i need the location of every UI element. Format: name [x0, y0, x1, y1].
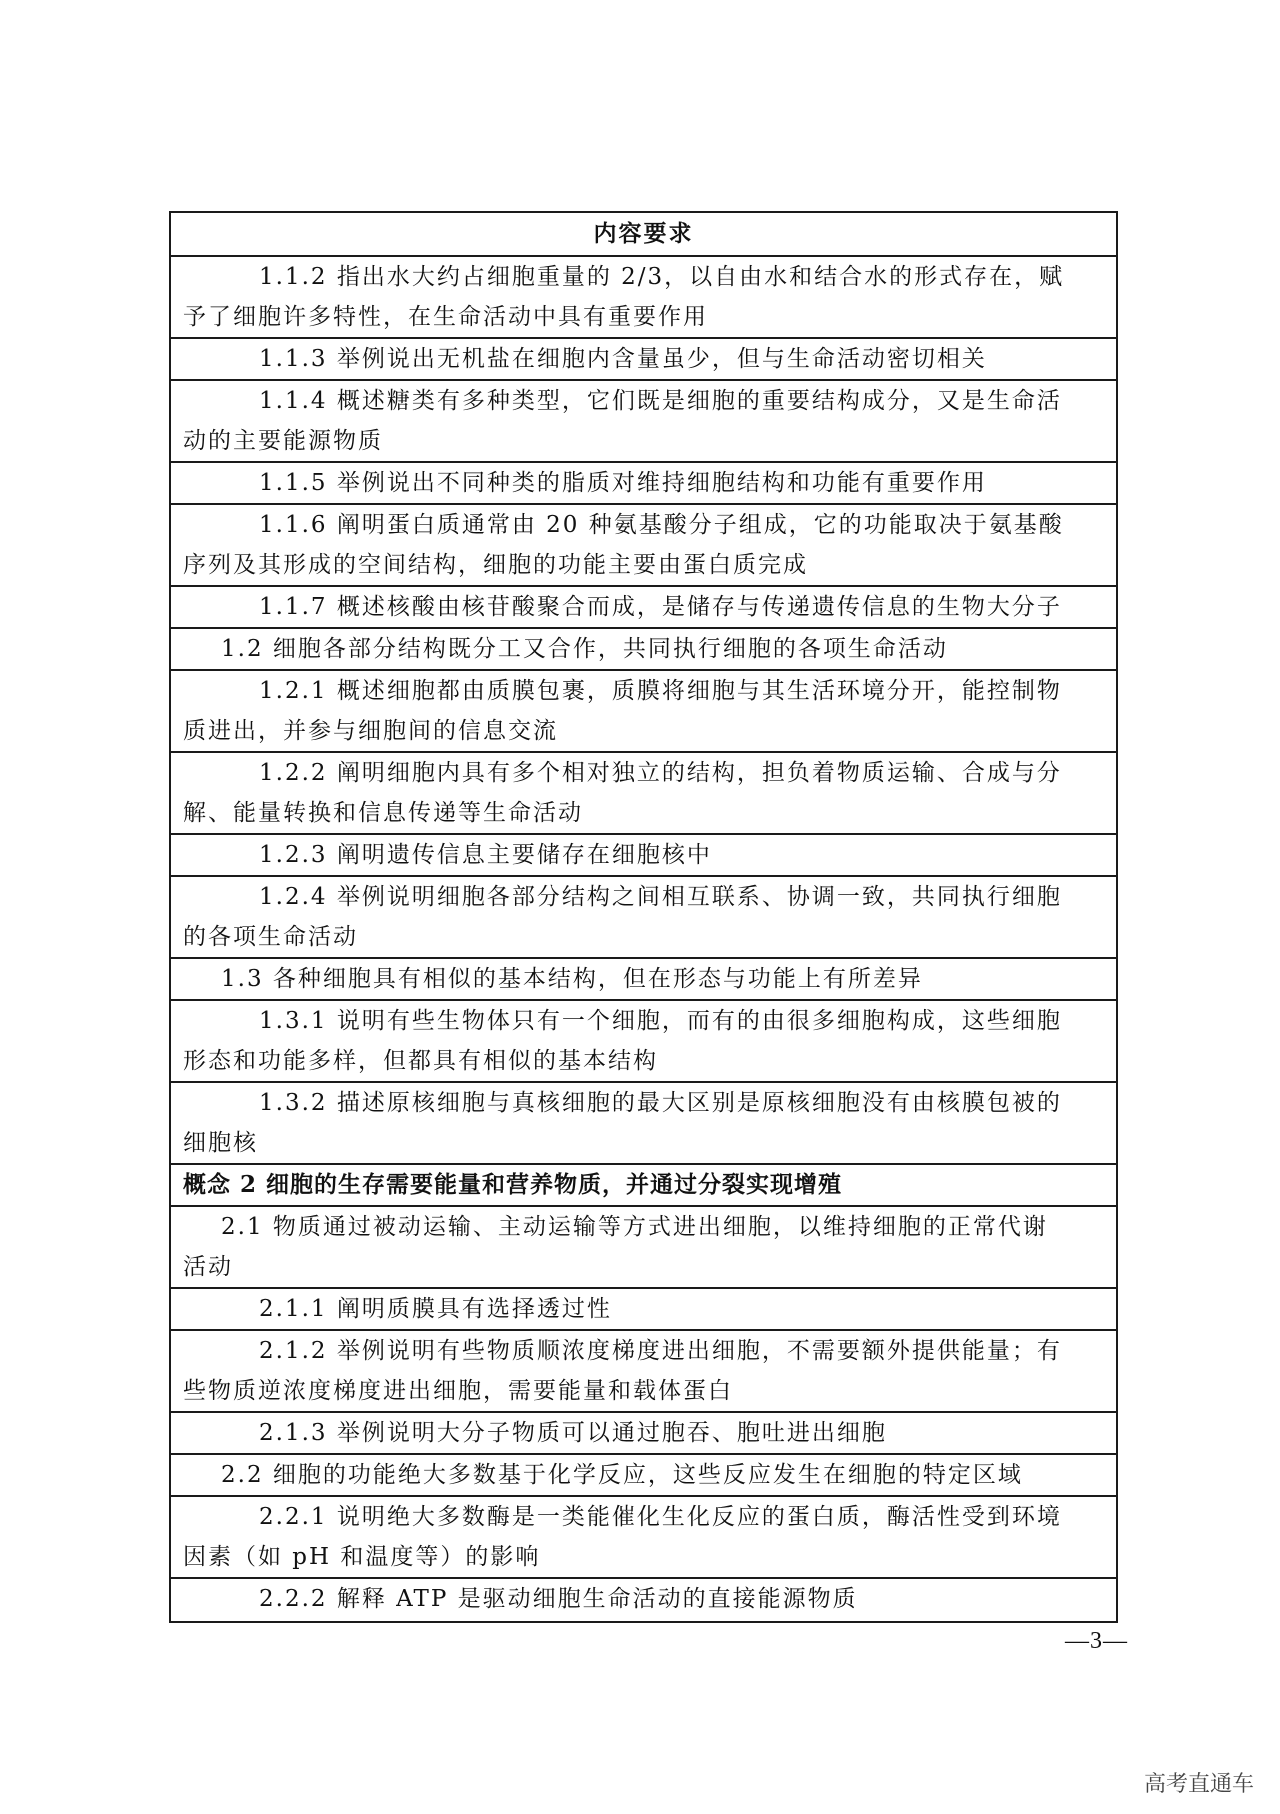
row-text-line: 1.1.7 概述核酸由核苷酸聚合而成，是储存与传递遗传信息的生物大分子: [259, 594, 1062, 620]
table-row: [171, 1289, 1116, 1331]
table-row: [171, 835, 1116, 877]
row-text-line: 1.1.6 阐明蛋白质通常由 20 种氨基酸分子组成，它的功能取决于氨基酸: [259, 512, 1064, 538]
watermark: 高考直通车: [1143, 1772, 1254, 1797]
row-text-line: 些物质逆浓度梯度进出细胞，需要能量和载体蛋白: [183, 1378, 733, 1404]
row-text-line: 1.2.1 概述细胞都由质膜包裹，质膜将细胞与其生活环境分开，能控制物: [259, 678, 1062, 704]
row-text-line: 1.3 各种细胞具有相似的基本结构，但在形态与功能上有所差异: [221, 966, 923, 992]
table-row: [171, 753, 1116, 835]
table-row: [171, 1579, 1116, 1621]
row-text-line: 活动: [183, 1254, 233, 1280]
table-row: [171, 1413, 1116, 1455]
table-row: [171, 629, 1116, 671]
row-text-line: 质进出，并参与细胞间的信息交流: [183, 718, 558, 744]
row-text-line: 2.2 细胞的功能绝大多数基于化学反应，这些反应发生在细胞的特定区域: [221, 1462, 1023, 1488]
row-text-line: 2.1.3 举例说明大分子物质可以通过胞吞、胞吐进出细胞: [259, 1420, 887, 1446]
table-row: [171, 1497, 1116, 1579]
row-text-line: 概念 2 细胞的生存需要能量和营养物质，并通过分裂实现增殖: [183, 1171, 843, 1198]
table-row: [171, 1331, 1116, 1413]
table-row: [171, 339, 1116, 381]
row-text-line: 1.1.4 概述糖类有多种类型，它们既是细胞的重要结构成分，又是生命活: [259, 388, 1062, 414]
row-text-line: 动的主要能源物质: [183, 428, 383, 454]
row-text-line: 2.1.2 举例说明有些物质顺浓度梯度进出细胞，不需要额外提供能量；有: [259, 1338, 1062, 1364]
table-body: [171, 257, 1116, 1621]
table-row: [171, 1083, 1116, 1165]
row-text-line: 解、能量转换和信息传递等生命活动: [183, 800, 583, 826]
table-row: [171, 587, 1116, 629]
row-text-line: 1.2.3 阐明遗传信息主要储存在细胞核中: [259, 842, 712, 868]
row-text-line: 1.3.1 说明有些生物体只有一个细胞，而有的由很多细胞构成，这些细胞: [259, 1008, 1062, 1034]
row-text-line: 序列及其形成的空间结构，细胞的功能主要由蛋白质完成: [183, 552, 808, 578]
row-text-line: 1.1.2 指出水大约占细胞重量的 2/3，以自由水和结合水的形式存在，赋: [259, 264, 1065, 290]
table-row: [171, 1455, 1116, 1497]
table-row: [171, 257, 1116, 339]
content-requirements-table: [169, 211, 1118, 1623]
table-row: [171, 381, 1116, 463]
table-row: [171, 1207, 1116, 1289]
table-header: 内容要求: [171, 213, 1116, 257]
table-row: [171, 1001, 1116, 1083]
row-text-line: 1.2.4 举例说明细胞各部分结构之间相互联系、协调一致，共同执行细胞: [259, 884, 1062, 910]
row-text-line: 的各项生命活动: [183, 924, 358, 950]
row-text-line: 1.1.5 举例说出不同种类的脂质对维持细胞结构和功能有重要作用: [259, 470, 987, 496]
table-row: [171, 959, 1116, 1001]
row-text-line: 1.2.2 阐明细胞内具有多个相对独立的结构，担负着物质运输、合成与分: [259, 760, 1062, 786]
table-row: [171, 877, 1116, 959]
row-text-line: 1.1.3 举例说出无机盐在细胞内含量虽少，但与生命活动密切相关: [259, 346, 987, 372]
row-text-line: 2.1.1 阐明质膜具有选择透过性: [259, 1296, 612, 1322]
row-text-line: 2.2.2 解释 ATP 是驱动细胞生命活动的直接能源物质: [259, 1586, 858, 1612]
row-text-line: 细胞核: [183, 1130, 258, 1156]
page-number: —3—: [1065, 1628, 1128, 1654]
row-text-line: 2.1 物质通过被动运输、主动运输等方式进出细胞，以维持细胞的正常代谢: [221, 1214, 1048, 1240]
row-text-line: 予了细胞许多特性，在生命活动中具有重要作用: [183, 304, 708, 330]
row-text-line: 1.2 细胞各部分结构既分工又合作，共同执行细胞的各项生命活动: [221, 636, 948, 662]
table-row: [171, 505, 1116, 587]
row-text-line: 1.3.2 描述原核细胞与真核细胞的最大区别是原核细胞没有由核膜包被的: [259, 1090, 1062, 1116]
row-text-line: 因素（如 pH 和温度等）的影响: [183, 1544, 541, 1570]
table-row: [171, 463, 1116, 505]
row-text-line: 2.2.1 说明绝大多数酶是一类能催化生化反应的蛋白质，酶活性受到环境: [259, 1504, 1062, 1530]
concept-heading-row: [171, 1165, 1116, 1207]
table-row: [171, 671, 1116, 753]
row-text-line: 形态和功能多样，但都具有相似的基本结构: [183, 1048, 658, 1074]
